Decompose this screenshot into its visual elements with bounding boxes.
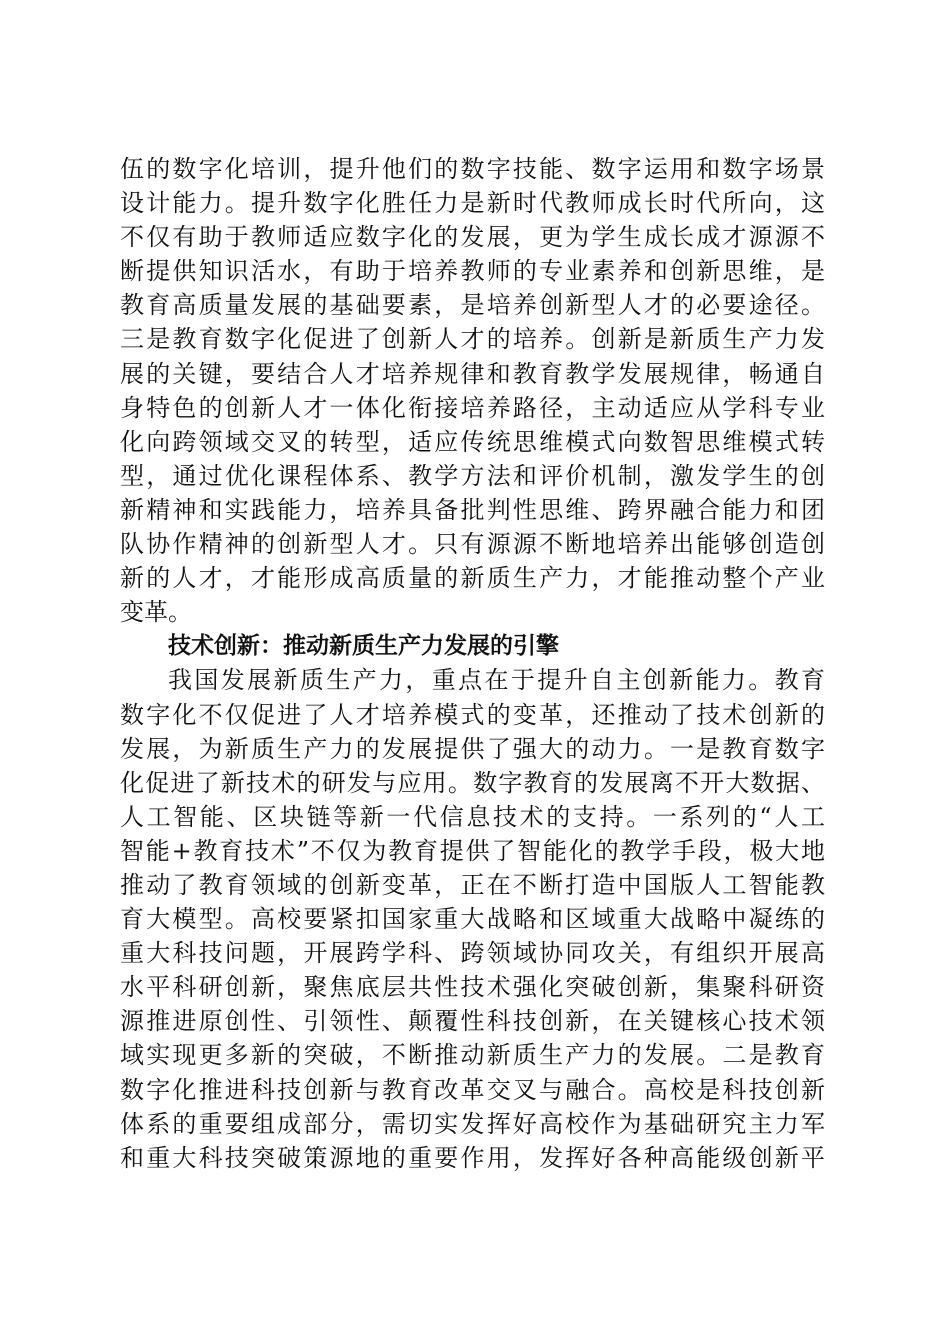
text-line: 展的关键，要结合人才培养规律和教育教学发展规律，畅通自: [120, 359, 825, 388]
text-line: 队协作精神的创新型人才。只有源源不断地培养出能够创造创: [120, 530, 825, 559]
document-page: [120, 152, 825, 1175]
text-line: 变革。: [120, 598, 192, 627]
text-line: 数字化不仅促进了人才培养模式的变革，还推动了技术创新的: [120, 700, 825, 729]
text-line: 化向跨领域交叉的转型，适应传统思维模式向数智思维模式转: [120, 427, 825, 456]
text-line: 化促进了新技术的研发与应用。数字教育的发展离不开大数据、: [120, 768, 825, 797]
text-line: 型，通过优化课程体系、教学方法和评价机制，激发学生的创: [120, 461, 825, 490]
text-line: 智能+教育技术”不仅为教育提供了智能化的教学手段，极大地: [120, 836, 825, 865]
text-line: 重大科技问题，开展跨学科、跨领域协同攻关，有组织开展高: [120, 939, 825, 968]
text-line: 新精神和实践能力，培养具备批判性思维、跨界融合能力和团: [120, 495, 825, 524]
text-line: 教育高质量发展的基础要素，是培养创新型人才的必要途径。: [120, 291, 825, 320]
section-heading: 技术创新：推动新质生产力发展的引擎: [168, 633, 559, 660]
text-line: 发展，为新质生产力的发展提供了强大的动力。一是教育数字: [120, 734, 825, 763]
text-line: 伍的数字化培训，提升他们的数字技能、数字运用和数字场景: [120, 155, 825, 183]
text-line: 三是教育数字化促进了创新人才的培养。创新是新质生产力发: [120, 325, 825, 354]
text-line: 新的人才，才能形成高质量的新质生产力，才能推动整个产业: [120, 564, 825, 593]
text-line: 源推进原创性、引领性、颠覆性科技创新，在关键核心技术领: [120, 1007, 825, 1036]
text-line: 水平科研创新，聚焦底层共性技术强化突破创新，集聚科研资: [120, 973, 825, 1002]
text-line: 人工智能、区块链等新一代信息技术的支持。一系列的“人工: [120, 802, 825, 831]
text-line: 育大模型。高校要紧扣国家重大战略和区域重大战略中凝练的: [120, 905, 825, 934]
text-line: 断提供知识活水，有助于培养教师的专业素养和创新思维，是: [120, 257, 825, 286]
text-line: 身特色的创新人才一体化衔接培养路径，主动适应从学科专业: [120, 393, 825, 422]
text-line: 我国发展新质生产力，重点在于提升自主创新能力。教育: [168, 666, 825, 695]
text-line: 体系的重要组成部分，需切实发挥好高校作为基础研究主力军: [120, 1109, 825, 1138]
document-body: [120, 152, 825, 1175]
text-line: 数字化推进科技创新与教育改革交叉与融合。高校是科技创新: [120, 1075, 825, 1104]
text-line: 推动了教育领域的创新变革，正在不断打造中国版人工智能教: [120, 870, 825, 899]
text-line: 设计能力。提升数字化胜任力是新时代教师成长时代所向，这: [120, 189, 825, 218]
text-line: 和重大科技突破策源地的重要作用，发挥好各种高能级创新平: [120, 1143, 825, 1172]
text-line: 不仅有助于教师适应数字化的发展，更为学生成长成才源源不: [120, 223, 825, 252]
text-line: 域实现更多新的突破，不断推动新质生产力的发展。二是教育: [120, 1041, 825, 1070]
